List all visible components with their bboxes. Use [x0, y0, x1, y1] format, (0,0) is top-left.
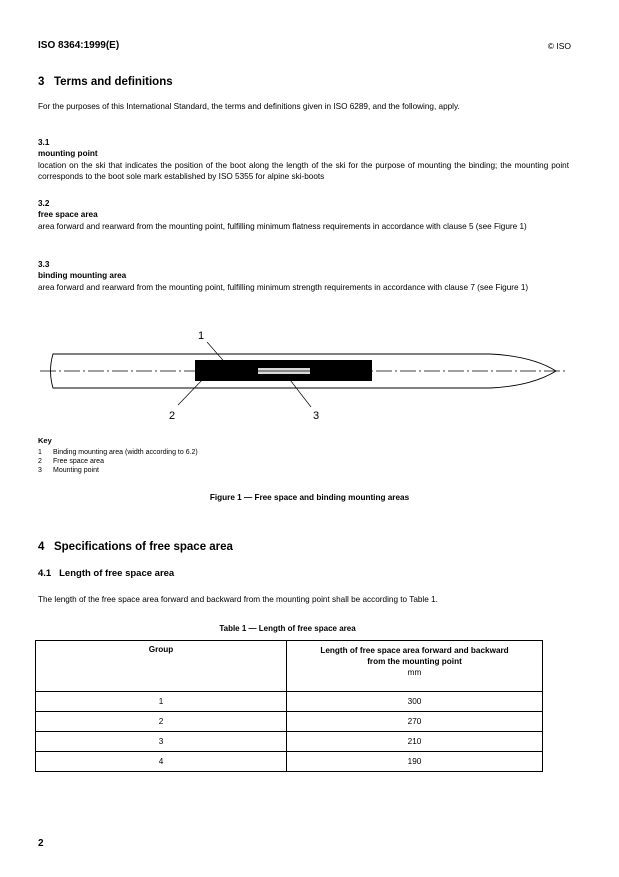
table-cell-group: 1: [36, 692, 287, 712]
table-cell-length: 190: [287, 752, 543, 772]
key-item-text: Free space area: [53, 458, 104, 465]
column-header-group: Group: [36, 641, 287, 692]
column-header-length-line1: Length of free space area forward and backward: [320, 646, 509, 655]
table-row: [36, 712, 543, 732]
section-3-heading: 3 Terms and definitions: [38, 76, 173, 88]
key-item-number: 1: [38, 449, 42, 456]
figure-caption: Figure 1 — Free space and binding mounting areas: [209, 493, 410, 502]
key-item: [38, 466, 99, 475]
table-row: [36, 692, 543, 712]
callout-1: 1: [198, 330, 205, 342]
callout-3: 3: [313, 410, 320, 422]
table-cell-length: 210: [287, 732, 543, 752]
term-number: 3.2: [38, 199, 50, 208]
section-4-1-heading: 4.1 Length of free space area: [38, 568, 175, 579]
term-name: free space area: [38, 210, 98, 219]
key-item-text: Mounting point: [53, 467, 99, 474]
table-cell-length: 300: [287, 692, 543, 712]
leader-line-2: [178, 377, 205, 405]
term-definition: area forward and rearward from the mounting point, fulfilling minimum flatness requirements in accordance with clause 5 (see Figure 1): [38, 222, 527, 231]
figure-key-title: Key: [38, 436, 52, 445]
table-cell-group: 4: [36, 752, 287, 772]
table-row: [36, 752, 543, 772]
column-header-length: [287, 641, 543, 692]
callout-2: 2: [169, 410, 176, 422]
table-cell-group: 3: [36, 732, 287, 752]
key-item: [38, 448, 198, 457]
section-3-intro: For the purposes of this International Standard, the terms and definitions given in ISO 6289, and the following, apply.: [38, 102, 460, 111]
table-header-row: [36, 641, 543, 692]
table-row: [36, 732, 543, 752]
copyright-notice: © ISO: [547, 41, 571, 51]
term-name: mounting point: [38, 149, 98, 158]
table-caption: Table 1 — Length of free space area: [219, 624, 356, 633]
key-item-text: Binding mounting area (width according to 6.2): [53, 449, 198, 456]
key-item-number: 3: [38, 467, 42, 474]
table-cell-length: 270: [287, 712, 543, 732]
free-space-length-table: [35, 640, 543, 772]
term-number: 3.3: [38, 260, 50, 269]
section-4-heading: 4 Specifications of free space area: [38, 541, 233, 553]
column-header-unit: mm: [407, 668, 422, 677]
ski-diagram: [0, 320, 619, 435]
key-item-number: 2: [38, 458, 42, 465]
term-definition: area forward and rearward from the mounting point, fulfilling minimum strength requirements in accordance with clause 7 (see Figure 1): [38, 283, 529, 292]
key-item: [38, 457, 104, 466]
term-name: binding mounting area: [38, 271, 127, 280]
column-header-length-line2: from the mounting point: [367, 657, 462, 666]
page-number: 2: [38, 838, 44, 849]
table-cell-group: 2: [36, 712, 287, 732]
section-4-1-text: The length of the free space area forward and backward from the mounting point shall be according to Table 1.: [38, 595, 438, 604]
document-id: ISO 8364:1999(E): [38, 40, 120, 51]
term-definition: location on the ski that indicates the position of the boot along the length of the ski for the purpose of mounting the binding; the mounting point corresponds to the boot sole mark established by ISO 5355 for alpine ski-boots: [38, 161, 569, 181]
term-number: 3.1: [38, 138, 50, 147]
